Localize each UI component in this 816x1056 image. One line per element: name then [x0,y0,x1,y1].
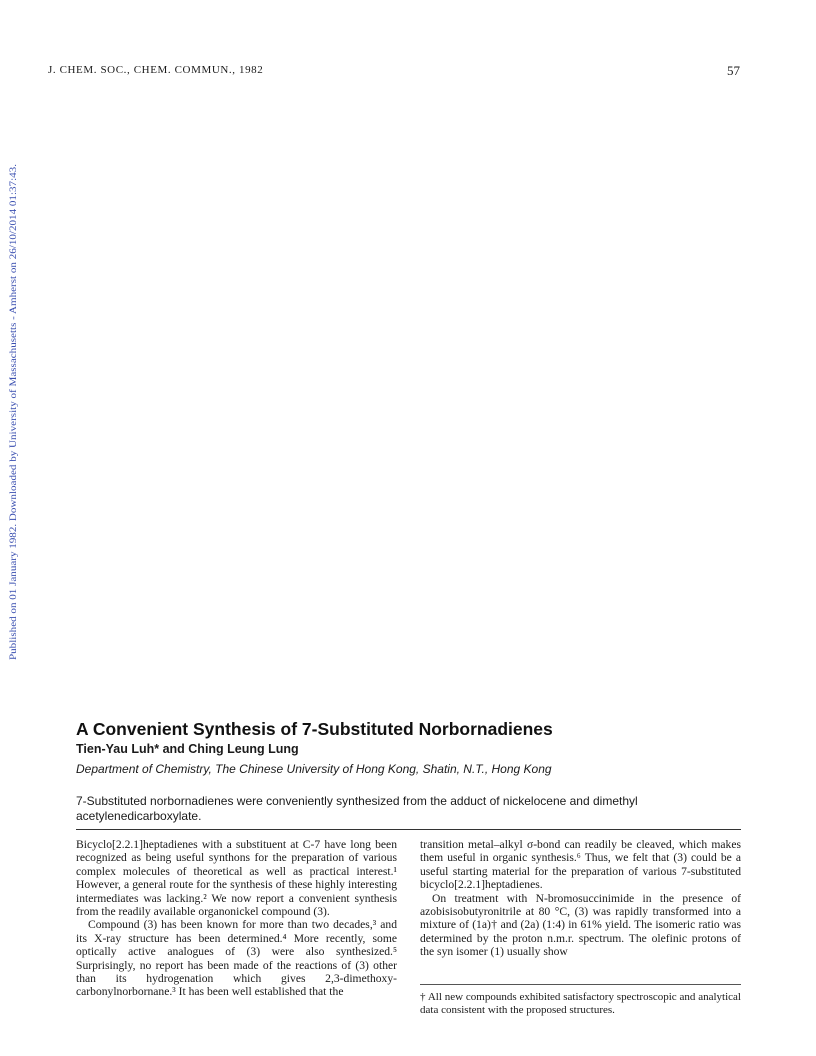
body-paragraph: On treatment with N-bromosuccinimide in the presence of azobisisobutyronitrile at 80 °C, (3) was rapidly transformed into a mixture of (1a)† and (2a) (1:4) in 61% yield. The isomeric ratio was determined by the proton n.m.r. spectrum. The olefinic protons of the syn isomer (1) usually show [420,891,741,959]
body-column-left [76,838,397,999]
footnote-divider [420,984,741,985]
download-notice [4,160,20,660]
page-number: 57 [727,63,740,78]
body-paragraph: Bicyclo[2.2.1]heptadienes with a substituent at C-7 have long been recognized as being useful synthons for the preparation of various complex molecules of theoretical as well as practical interest.¹ However, a general route for the synthesis of these highly interesting intermediates was lacking.² We now report a convenient synthesis from the readily available organonickel compound (3). [76,838,397,919]
section-divider [76,829,741,830]
body-paragraph: transition metal–alkyl σ-bond can readily be cleaved, which makes them useful in organic synthesis.⁶ Thus, we felt that (3) could be a useful starting material for the preparation of various 7-substituted bicyclo[2.2.1]heptadienes. [420,838,741,892]
download-notice-text: Published on 01 January 1982. Downloaded by University of Massachusetts - Amherst on 26/10/2014 01:37:43. [9,234,19,660]
footnote: † All new compounds exhibited satisfactory spectroscopic and analytical data consistent with the proposed structures. [420,991,741,1016]
body-paragraph: Compound (3) has been known for more than two decades,³ and its X-ray structure has been determined.⁴ More recently, some optically active analogues of (3) were also synthesized.⁵ Surprisingly, no report has been made of the reactions of (3) other than its hydrogenation which gives 2,3-dimethoxy-carbonylnorbornane.³ It has been well established that the [76,918,397,999]
article-title: A Convenient Synthesis of 7-Substituted Norbornadienes [76,719,553,739]
body-column-right [420,838,741,959]
author-affiliation: Department of Chemistry, The Chinese University of Hong Kong, Shatin, N.T., Hong Kong [76,762,552,776]
article-authors: Tien-Yau Luh* and Ching Leung Lung [76,742,299,756]
journal-reference: J. CHEM. SOC., CHEM. COMMUN., 1982 [48,64,264,76]
article-abstract: 7-Substituted norbornadienes were conveniently synthesized from the adduct of nickelocene and dimethyl acetylenedicarboxylate. [76,794,638,823]
